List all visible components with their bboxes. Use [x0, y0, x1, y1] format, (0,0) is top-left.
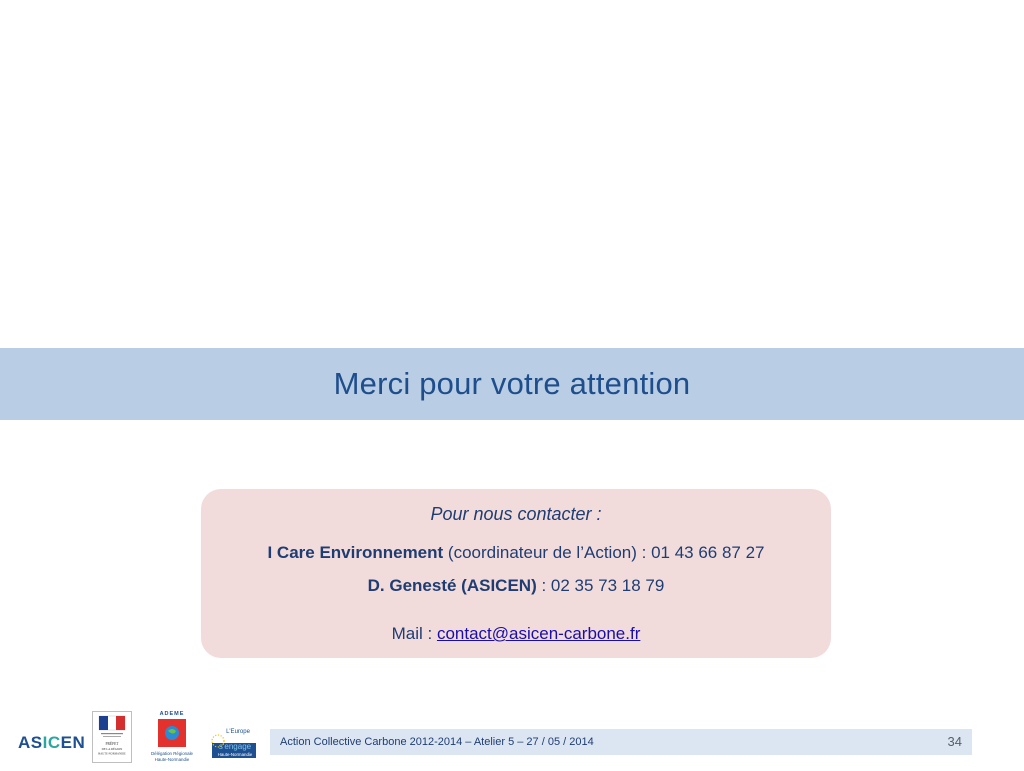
- prefet-emblem-icon: [93, 712, 131, 762]
- slide-title: Merci pour votre attention: [333, 366, 691, 401]
- page-number: 34: [947, 734, 962, 749]
- asicen-logo-mid: IC: [42, 733, 61, 752]
- mail-label: Mail :: [391, 624, 437, 643]
- contact-line-asicen: [201, 576, 831, 596]
- asicen-logo-left: AS: [18, 733, 43, 752]
- contact-heading: Pour nous contacter :: [430, 504, 602, 524]
- europe-logo: [204, 727, 258, 759]
- icare-name: I Care Environnement: [267, 543, 444, 562]
- contact-box: [201, 489, 831, 658]
- europe-text-2: s'engage: [218, 742, 252, 751]
- asicen-phone: : 02 35 73 18 79: [536, 576, 665, 595]
- mail-link[interactable]: contact@asicen-carbone.fr: [436, 624, 641, 643]
- europe-text-1: L'Europe: [226, 729, 250, 735]
- footer-text: Action Collective Carbone 2012-2014 – Atelier 5 – 27 / 05 / 2014: [280, 736, 594, 748]
- prefet-text-3: HAUTE-NORMANDIE: [98, 752, 126, 756]
- ademe-sub-1: Délégation Régionale: [151, 751, 193, 756]
- asicen-logo: [18, 733, 85, 753]
- asicen-logo-right: EN: [60, 733, 86, 752]
- footer-bar: [270, 729, 972, 755]
- prefet-text-1: PRÉFET: [105, 742, 119, 746]
- icare-details: (coordinateur de l’Action) : 01 43 66 87 27: [443, 543, 765, 562]
- prefet-logo: [92, 711, 132, 763]
- contact-line-mail: [201, 624, 831, 644]
- contact-line-icare: [201, 543, 831, 563]
- prefet-text-2: DE LA RÉGION: [101, 747, 123, 751]
- title-band: [0, 348, 1024, 420]
- europe-emblem-icon: [204, 727, 258, 759]
- europe-text-3: Haute-Normandie: [217, 752, 253, 757]
- asicen-contact-name: D. Genesté (ASICEN): [367, 576, 537, 595]
- ademe-emblem-icon: [148, 710, 196, 766]
- ademe-label: ADEME: [159, 711, 185, 717]
- ademe-sub-2: Haute-Normandie: [154, 757, 190, 762]
- ademe-logo: [148, 710, 196, 766]
